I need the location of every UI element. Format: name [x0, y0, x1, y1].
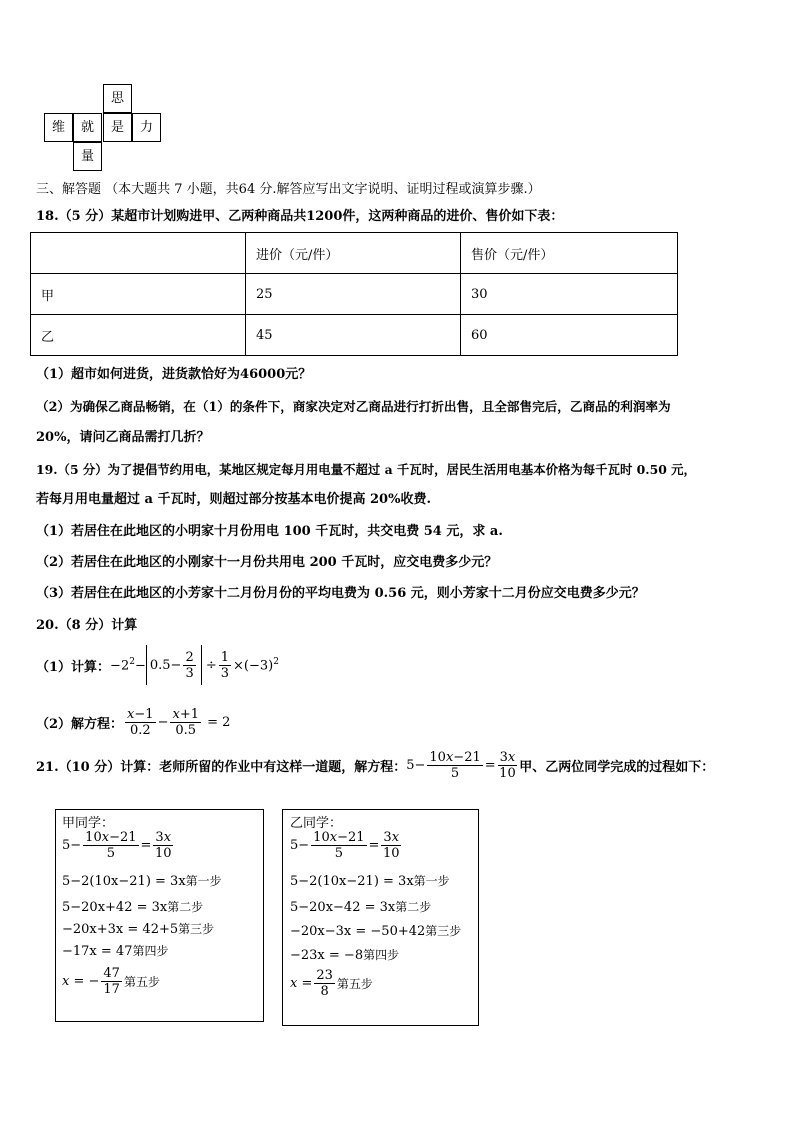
grid-cell-jiu: 就	[73, 113, 102, 142]
yi-line-0: 5− $\frac{10x-21}{5}$ = $\frac{3x}{10}$	[290, 830, 400, 861]
table-row	[31, 233, 678, 274]
q18-part1: （1）超市如何进货，进货款恰好为46000元？	[36, 367, 312, 382]
q20-part1-label: （1）计算：	[36, 659, 111, 675]
q20-stem: 20.（8 分）计算	[36, 618, 138, 633]
table-row	[31, 274, 678, 315]
yi-step-2: 第二步	[395, 900, 432, 914]
table-header-blank	[31, 233, 246, 274]
table-header-price: 售价（元/件）	[461, 233, 678, 274]
q18-part2-line2: 20%，请问乙商品需打几折？	[36, 430, 210, 445]
grid-cell-shi: 是	[103, 113, 132, 142]
q18-stem: 18.（5 分）某超市计划购进甲、乙两种商品共1200件，这两种商品的进价、售价如下表：	[36, 209, 564, 224]
q19-part1: （1）若居住在此地区的小明家十月份用电 100 千瓦时，共交电费 54 元，求 a.	[36, 524, 503, 539]
q19-line1: 19.（5 分）为了提倡节约用电，某地区规定每月用电量不超过 a 千瓦时，居民生活用电基本价格为每千瓦时 0.50 元，	[36, 462, 696, 477]
q20-part1	[36, 643, 279, 687]
yi-step-5: 第五步	[336, 977, 373, 991]
q19-line2: 若每月用电量超过 a 千瓦时，则超过部分按基本电价提高 20%收费.	[36, 492, 431, 507]
q21-stem-a: 21.（10 分）计算：老师所留的作业中有这样一道题，解方程：	[36, 759, 407, 775]
q20-part2-equation: $\frac{x-1}{0.2}$ − $\frac{x+1}{0.5}$ = 2	[127, 706, 231, 738]
yi-step-3: 第三步	[425, 924, 462, 938]
table-cell: 30	[461, 274, 678, 315]
jia-step-5: 第五步	[123, 975, 160, 989]
yi-title: 乙同学：	[290, 816, 343, 831]
grid-cell-liang: 量	[73, 142, 102, 171]
table-header-cost: 进价（元/件）	[246, 233, 461, 274]
yi-step-4: 第四步	[363, 948, 400, 962]
jia-step-1: 第一步	[185, 874, 222, 888]
yi-step-1: 第一步	[413, 874, 450, 888]
table-cell: 45	[246, 315, 461, 356]
jia-line-4: −17x = 47第四步	[62, 944, 169, 959]
q20-part2-label: （2）解方程：	[36, 716, 124, 732]
jia-line-1: 5−2(10x−21) = 3x第一步	[62, 874, 222, 889]
grid-cell-wei: 维	[44, 113, 73, 142]
q21-stem	[36, 745, 714, 785]
q19-part2: （2）若居住在此地区的小刚家十一月份共用电 200 千瓦时，应交电费多少元？	[36, 555, 498, 570]
q18-part2-line1: （2）为确保乙商品畅销，在（1）的条件下，商家决定对乙商品进行打折出售，且全部售完后，乙商品的利润率为	[36, 399, 671, 414]
q20-part2	[36, 702, 230, 742]
yi-line-1: 5−2(10x−21) = 3x第一步	[290, 874, 450, 889]
yi-line-3: −20x−3x = −50+42第三步	[290, 924, 462, 939]
q21-equation: 5− $\frac{10x-21}{5}$ = $\frac{3x}{10}$	[406, 749, 516, 781]
table-row	[31, 315, 678, 356]
table-cell: 甲	[31, 274, 246, 315]
jia-title: 甲同学：	[62, 816, 115, 831]
table-cell: 25	[246, 274, 461, 315]
jia-line-3: −20x+3x = 42+5第三步	[62, 922, 215, 937]
q21-stem-b: 甲、乙两位同学完成的过程如下：	[519, 759, 715, 775]
jia-line-2: 5−20x+42 = 3x第二步	[62, 900, 204, 915]
grid-cell-si: 思	[103, 84, 132, 113]
table-cell: 乙	[31, 315, 246, 356]
section-heading: 三、解答题 （本大题共 7 小题，共64 分.解答应写出文字说明、证明过程或演算步骤.）	[36, 182, 541, 197]
jia-step-3: 第三步	[178, 922, 215, 936]
grid-cell-li: 力	[132, 113, 161, 142]
yi-line-2: 5−20x−42 = 3x第二步	[290, 900, 432, 915]
q19-part3: （3）若居住在此地区的小芳家十二月份月份的平均电费为 0.56 元，则小芳家十二月份应交电费多少元？	[36, 586, 645, 601]
q20-part1-expression: $-2^2-$ 0.5− $\frac{2}{3}$ ÷ $\frac{1}{3}$ $\times(-3)^2$	[110, 645, 279, 685]
jia-line-0: 5− $\frac{10x-21}{5}$ = $\frac{3x}{10}$	[62, 830, 172, 861]
yi-line-5: x = $\frac{23}{8}$ 第五步	[290, 968, 373, 999]
price-table	[30, 232, 678, 356]
jia-step-4: 第四步	[132, 944, 169, 958]
yi-line-4: −23x = −8第四步	[290, 948, 400, 963]
jia-line-5: x = − $\frac{47}{17}$ 第五步	[62, 966, 160, 997]
jia-step-2: 第二步	[167, 900, 204, 914]
table-cell: 60	[461, 315, 678, 356]
